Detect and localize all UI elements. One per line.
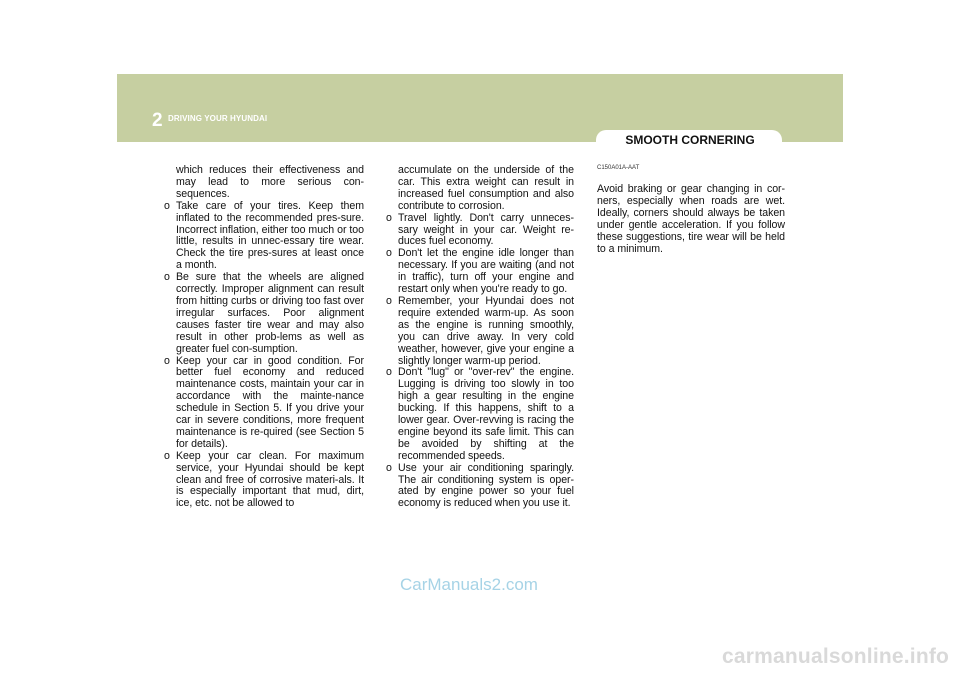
list-item	[164, 451, 364, 511]
list-item-text: Use your air conditioning sparingly. The air conditioning system is oper-ated by engine power so your fuel economy is reduced when you use it.	[398, 461, 574, 510]
bullet: o	[164, 449, 170, 462]
bullet: o	[164, 271, 170, 284]
middle-column	[386, 165, 574, 510]
list-item-text: Take care of your tires. Keep them inflated to the recommended pres-sure. Incorrect inflation, either too much or too little, results in unnec-essary tire wear. Check the tire pres-sures at least once a month.	[176, 199, 364, 272]
section-title: SMOOTH CORNERING	[625, 133, 755, 147]
bullet: o	[386, 294, 392, 307]
watermark-carmanualsonline: carmanualsonline.info	[722, 645, 950, 668]
page-number: 12	[155, 141, 167, 152]
section-code: C150A01A-AAT	[597, 165, 640, 171]
middle-continuation: accumulate on the underside of the car. This extra weight can result in increased fuel consumption and also contribute to corrosion.	[398, 164, 574, 212]
list-item-text: Remember, your Hyundai does not require extended warm-up. As soon as the engine is running smoothly, you can drive away. In very cold weather, however, give your engine a slightly longer warm-up period.	[398, 294, 574, 367]
cornering-body: Avoid braking or gear changing in cor-ners, especially when roads are wet. Ideally, corners should always be taken under gentle acceleration. If you follow these suggestions, tire wear will be held to a minimum.	[597, 183, 785, 255]
list-item-text: Be sure that the wheels are aligned correctly. Improper alignment can result from hitting curbs or driving too fast over irregular surfaces. Poor alignment causes faster tire wear and may also result in other prob-lems as well as greater fuel con-sumption.	[176, 271, 364, 355]
bullet: o	[386, 366, 392, 379]
chapter-title: DRIVING YOUR HYUNDAI	[168, 114, 268, 123]
left-continuation: which reduces their effectiveness and may lead to more serious con-sequences.	[176, 164, 364, 200]
list-item	[164, 356, 364, 451]
list-item	[386, 213, 574, 249]
list-item-text: Travel lightly. Don't carry unneces-sary weight in your car. Weight re-duces fuel economy.	[398, 211, 574, 248]
left-column	[164, 165, 364, 510]
list-item	[386, 367, 574, 462]
list-item	[164, 201, 364, 272]
list-item-text: Don't "lug" or "over-rev" the engine. Lugging is driving too slowly in too high a gear resulting in the engine bucking. If this happens, shift to a lower gear. Over-revving is racing the engine beyond its safe limit. This can be avoided by shifting at the recommended speeds.	[398, 366, 574, 462]
list-item-text: Keep your car in good condition. For better fuel economy and reduced maintenance costs, maintain your car in accordance with the mainte-nance schedule in Section 5. If you drive your car in severe conditions, more frequent maintenance is re-quired (see Section 5 for details).	[176, 354, 364, 450]
bullet: o	[164, 354, 170, 367]
watermark-carmanuals2: CarManuals2.com	[400, 575, 538, 594]
list-item-text: Keep your car clean. For maximum service, your Hyundai should be kept clean and free of corrosive materi-als. It is especially important that mud, dirt, ice, etc. not be allowed to	[176, 449, 364, 510]
bullet: o	[164, 199, 170, 212]
list-item	[386, 248, 574, 296]
bullet: o	[386, 211, 392, 224]
right-column	[597, 184, 785, 255]
list-item	[164, 272, 364, 355]
chapter-number: 2	[152, 110, 163, 131]
bullet: o	[386, 247, 392, 260]
list-item	[386, 296, 574, 367]
list-item-text: Don't let the engine idle longer than necessary. If you are waiting (and not in traffic), turn off your engine and restart only when you're ready to go.	[398, 247, 574, 296]
list-item	[386, 463, 574, 511]
bullet: o	[386, 461, 392, 474]
